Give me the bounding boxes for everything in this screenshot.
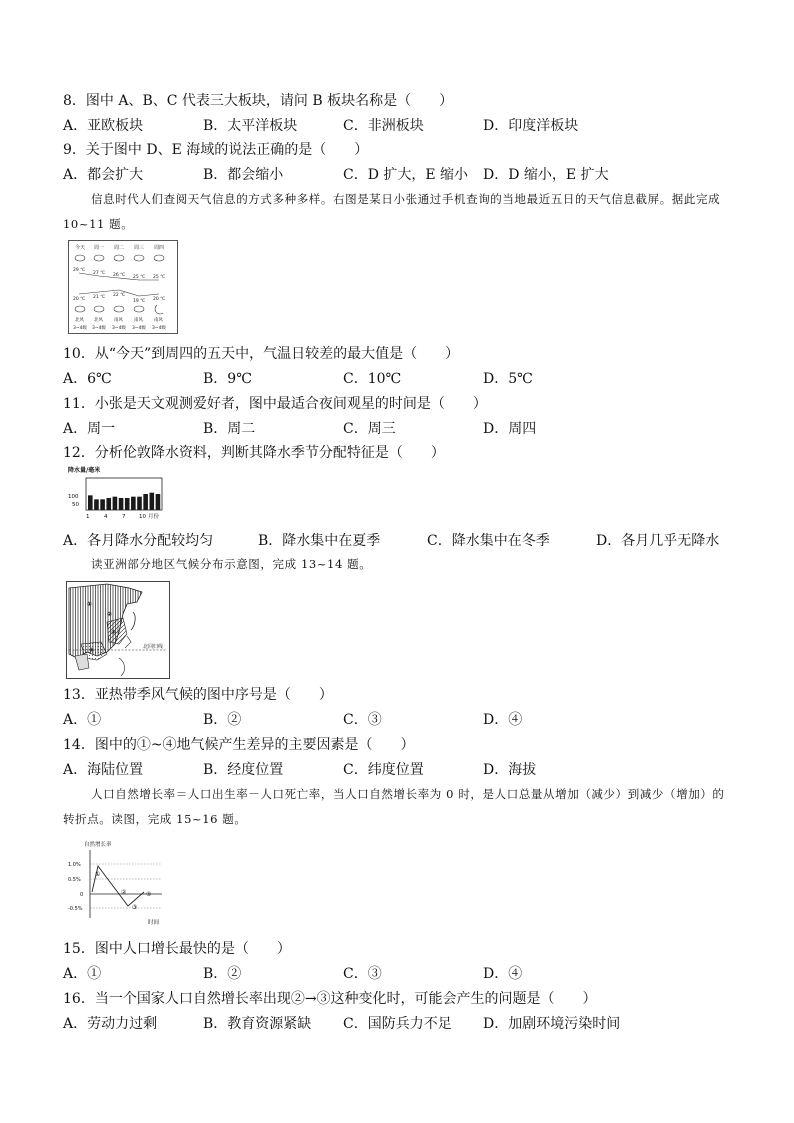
weather-wind-level: 3~4级 <box>92 326 106 331</box>
precip-bar <box>137 497 142 510</box>
weather-day-label: 今天 <box>75 245 86 251</box>
weather-high: 25 ℃ <box>153 275 166 280</box>
q14-option-d: D．海拔 <box>483 762 537 778</box>
precip-bar <box>150 493 155 510</box>
q8-option-a: A．亚欧板块 <box>63 118 144 134</box>
weather-low: 20 ℃ <box>153 297 166 302</box>
q9-option-c: C．D 扩大，E 缩小 <box>343 167 469 183</box>
precip-bar <box>143 494 148 510</box>
weather-high: 29 ℃ <box>73 268 86 273</box>
precip-xunit: 月份 <box>148 514 160 520</box>
weather-day-label: 周一 <box>94 245 105 251</box>
intro-13-14: 读亚洲部分地区气候分布示意图，完成 13~14 题。 <box>91 557 372 571</box>
q14-option-a: A．海陆位置 <box>63 762 144 778</box>
weather-wind-dir: 南风 <box>134 318 143 323</box>
q15-option-a: A．① <box>63 966 102 982</box>
q11-option-d: D．周四 <box>483 421 537 437</box>
precip-bar <box>113 497 118 510</box>
cloudy-icon <box>75 306 85 312</box>
weather-wind-dir: 南风 <box>154 318 163 323</box>
q8-option-b: B．太平洋板块 <box>203 118 298 134</box>
cloudy-icon <box>94 255 104 261</box>
precip-xtick: 4 <box>104 514 108 520</box>
q9-option-b: B．都会缩小 <box>203 167 284 183</box>
q15-option-b: B．② <box>203 966 242 982</box>
weather-wind-level: 3~4级 <box>132 326 146 331</box>
q10-option-d: D．5℃ <box>483 371 533 387</box>
q12-option-a: A．各月降水分配较均匀 <box>63 533 214 549</box>
q14-stem: 14．图中的①~④地气候产生差异的主要因素是（ ） <box>63 737 415 753</box>
q10-stem: 10．从“今天”到周四的五天中，气温日较差的最大值是（ ） <box>63 346 460 362</box>
q10-option-c: C．10℃ <box>343 371 402 387</box>
cloudy-icon <box>134 306 144 312</box>
population-growth-chart <box>66 836 166 928</box>
q9-option-d: D．D 缩小，E 扩大 <box>483 167 609 183</box>
growth-point-marker: ① <box>95 871 101 878</box>
q16-option-c: C．国防兵力不足 <box>343 1016 452 1032</box>
tropic-of-cancer-label: 北回归线 <box>143 644 164 650</box>
precip-bar <box>94 499 99 510</box>
weather-low: 19 ℃ <box>133 299 146 304</box>
map-marker: ② <box>107 611 113 618</box>
weather-wind-dir: 北风 <box>75 318 84 323</box>
cloudy-icon <box>114 306 124 312</box>
precip-bar <box>119 498 124 510</box>
weather-high: 25 ℃ <box>133 275 146 280</box>
land-region-east <box>107 618 127 644</box>
q8-option-c: C．非洲板块 <box>343 118 424 134</box>
q13-stem: 13．亚热带季风气候的图中序号是（ ） <box>63 687 333 703</box>
map-marker: ① <box>87 601 93 608</box>
intro-10-11: 信息时代人们查阅天气信息的方式多种多样。右图是某日小张通过手机查询的当地最近五日的天气信息截屏。据此完成 10~11 题。 <box>63 192 721 231</box>
precip-bar <box>125 498 130 510</box>
intro-15-16: 人口自然增长率＝人口出生率－人口死亡率，当人口自然增长率为 0 时，是人口总量从增加（减少）到减少（增加）的转折点。读图，完成 15~16 题。 <box>63 787 725 826</box>
weather-day-label: 周二 <box>114 245 125 251</box>
weather-high: 27 ℃ <box>93 271 106 276</box>
precip-xtick: 7 <box>122 514 126 520</box>
map-marker: ④ <box>89 647 95 654</box>
island-coast <box>119 658 125 676</box>
q8-option-d: D．印度洋板块 <box>483 118 579 134</box>
precip-bar <box>106 498 111 510</box>
weather-day-label: 周四 <box>154 245 165 251</box>
precipitation-chart <box>66 464 166 524</box>
q13-option-a: A．① <box>63 712 102 728</box>
growth-point-marker: ③ <box>132 904 138 911</box>
precip-bar <box>100 499 105 510</box>
q16-option-b: B．教育资源紧缺 <box>203 1016 312 1032</box>
weather-high: 26 ℃ <box>113 273 126 278</box>
cloudy-icon <box>134 255 144 261</box>
map-marker: ③ <box>111 629 117 636</box>
growth-ylabel: 自然增长率 <box>84 842 112 848</box>
cloudy-icon <box>94 306 104 312</box>
q13-option-c: C．③ <box>343 712 382 728</box>
weather-day-label: 周三 <box>134 245 145 251</box>
weather-low: 22 ℃ <box>113 293 126 298</box>
weather-low: 20 ℃ <box>73 297 86 302</box>
q16-option-d: D．加剧环境污染时间 <box>483 1016 621 1032</box>
growth-ytick: 0.5% <box>68 877 81 883</box>
cloudy-icon <box>114 255 124 261</box>
precip-bar <box>88 495 93 510</box>
growth-ytick: 1.0% <box>68 862 81 868</box>
precip-xtick: 10 <box>139 514 146 520</box>
precip-ytick: 50 <box>72 502 79 508</box>
precip-ylabel: 降水量/毫米 <box>68 467 101 474</box>
precip-bar <box>131 497 136 510</box>
q15-option-d: D．④ <box>483 966 523 982</box>
q12-option-b: B．降水集中在夏季 <box>258 533 381 549</box>
land-region-north <box>69 584 142 658</box>
weather-wind-dir: 北风 <box>94 318 103 323</box>
growth-ytick: 0 <box>80 892 84 898</box>
weather-wind-dir: 南风 <box>114 318 123 323</box>
weather-wind-level: 3~4级 <box>152 326 166 331</box>
q12-stem: 12．分析伦敦降水资料，判断其降水季节分配特征是（ ） <box>63 445 445 461</box>
land-region-peninsula <box>75 654 89 670</box>
q14-option-c: C．纬度位置 <box>343 762 424 778</box>
growth-xlabel: 时间 <box>148 920 160 926</box>
q11-option-a: A．周一 <box>63 421 116 437</box>
q12-option-c: C．降水集中在冬季 <box>427 533 550 549</box>
asia-climate-map <box>66 581 170 679</box>
q13-option-b: B．② <box>203 712 242 728</box>
weather-figure <box>68 240 178 334</box>
q16-stem: 16．当一个国家人口自然增长率出现②→③这种变化时，可能会产生的问题是（ ） <box>63 991 597 1007</box>
q15-option-c: C．③ <box>343 966 382 982</box>
q10-option-b: B．9℃ <box>203 371 252 387</box>
island-coast <box>125 636 131 648</box>
q10-option-a: A．6℃ <box>63 371 112 387</box>
cloudy-icon <box>75 255 85 261</box>
q12-option-d: D．各月几乎无降水 <box>596 533 720 549</box>
q14-option-b: B．经度位置 <box>203 762 284 778</box>
q9-stem: 9．关于图中 D、E 海域的说法正确的是（ ） <box>63 142 369 158</box>
precip-xtick: 1 <box>86 514 90 520</box>
q11-option-b: B．周二 <box>203 421 256 437</box>
q11-stem: 11．小张是天文观测爱好者，图中最适合夜间观星的时间是（ ） <box>63 396 487 412</box>
precip-ytick: 100 <box>68 494 79 500</box>
moon-icon <box>155 305 163 314</box>
cloudy-icon <box>154 255 164 261</box>
weather-wind-level: 3~4级 <box>73 326 87 331</box>
q13-option-d: D．④ <box>483 712 523 728</box>
q8-stem: 8．图中 A、B、C 代表三大板块，请问 B 板块名称是（ ） <box>63 93 454 109</box>
growth-point-marker: ② <box>121 889 127 896</box>
q15-stem: 15．图中人口增长最快的是（ ） <box>63 941 291 957</box>
weather-low: 21 ℃ <box>93 295 106 300</box>
growth-point-marker: ④ <box>146 891 152 898</box>
weather-wind-level: 3~4级 <box>112 326 126 331</box>
q16-option-a: A．劳动力过剩 <box>63 1016 158 1032</box>
q9-option-a: A．都会扩大 <box>63 167 144 183</box>
island-arc <box>131 612 135 630</box>
q11-option-c: C．周三 <box>343 421 396 437</box>
precip-bar <box>156 494 161 510</box>
growth-ytick: -0.5% <box>68 906 83 912</box>
